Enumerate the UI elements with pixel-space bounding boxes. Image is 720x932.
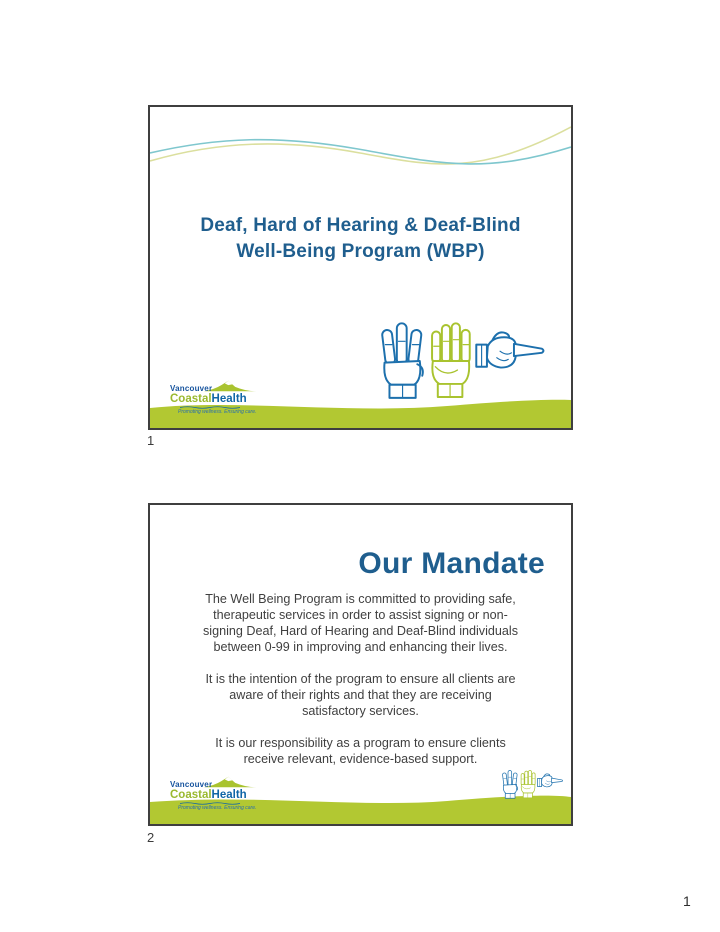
logo-word-coastalhealth <box>170 394 262 406</box>
logo-word-vancouver: Vancouver <box>170 779 213 789</box>
sign-language-hands-illustration-small <box>501 769 565 800</box>
decorative-wave-lines <box>150 115 571 181</box>
logo-word-health: Health <box>211 788 247 801</box>
slide1-title-line1: Deaf, Hard of Hearing & Deaf-Blind <box>200 215 521 236</box>
logo-word-vancouver: Vancouver <box>170 383 213 393</box>
logo-word-health: Health <box>211 392 247 405</box>
slide-2 <box>148 503 573 826</box>
logo-word-coastalhealth <box>170 790 262 802</box>
logo-tagline: Promoting wellness. Ensuring care. <box>178 409 257 415</box>
logo-word-coastal: Coastal <box>170 788 212 801</box>
slide-2-number: 2 <box>147 830 155 845</box>
vch-logo <box>170 781 262 812</box>
mandate-paragraph-2: It is the intention of the program to ensure all clients are aware of their rights and that they are receiving satisfactory services. <box>205 672 516 718</box>
logo-tagline: Promoting wellness. Ensuring care. <box>178 805 257 811</box>
page-number: 1 <box>683 893 691 909</box>
vch-logo <box>170 385 262 416</box>
slide-1 <box>148 105 573 430</box>
slide1-title-line2: Well-Being Program (WBP) <box>236 241 485 262</box>
mandate-paragraph-1: The Well Being Program is committed to providing safe, therapeutic services in order to assist signing or non-signing Deaf, Hard of Hearing and Deaf-Blind individuals between 0-99 in improving and enhancing their lives. <box>202 592 519 654</box>
slide-1-number: 1 <box>147 433 155 448</box>
slide1-title <box>150 213 571 265</box>
slide2-title: Our Mandate <box>358 547 545 580</box>
logo-word-coastal: Coastal <box>170 392 212 405</box>
mandate-paragraph-3: It is our responsibility as a program to ensure clients receive relevant, evidence-based support. <box>215 736 506 766</box>
sign-language-hands-illustration <box>378 320 550 402</box>
slide2-body <box>198 591 523 783</box>
